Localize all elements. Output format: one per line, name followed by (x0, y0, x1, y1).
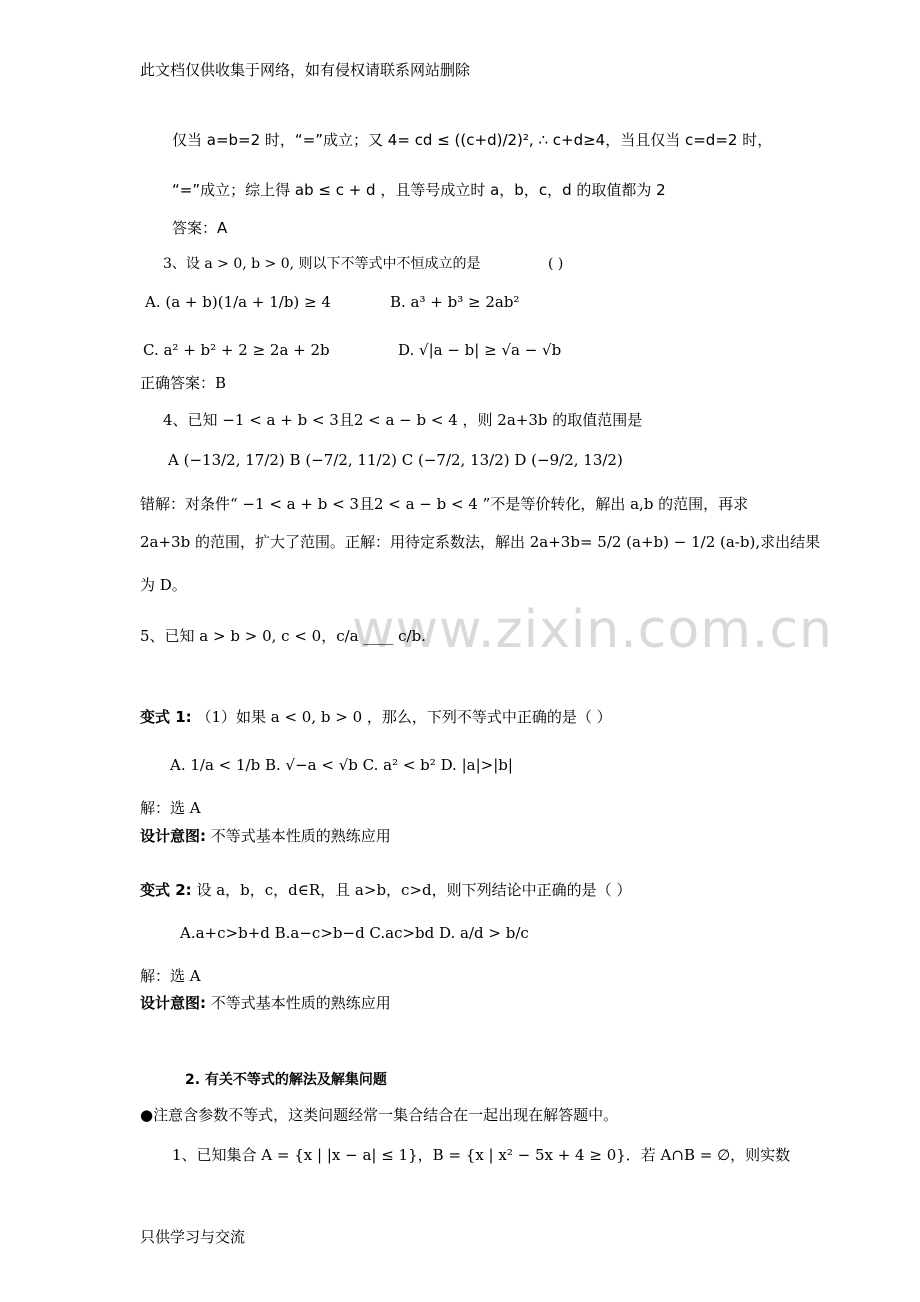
variant1-header: 变式 1: （1）如果 a < 0, b > 0 ，那么，下列不等式中正确的是（ ） (140, 708, 612, 726)
proof-line-1: 仅当 a=b=2 时，“=”成立；又 4= cd ≤ ((c+d)/2)², ∴ c+d≥4，当且仅当 c=d=2 时， (172, 131, 773, 149)
variant1-options: A. 1/a < 1/b B. √−a < √b C. a² < b² D. |a|>|b| (170, 756, 513, 774)
q4-wrong-2: 2a+3b 的范围，扩大了范围。正解：用待定系数法，解出 2a+3b= 5/2 (a+b) − 1/2 (a-b),求出结果 (140, 533, 821, 551)
q3-option-b: B. a³ + b³ ≥ 2ab² (390, 293, 520, 311)
q4-wrong-3: 为 D。 (140, 576, 187, 594)
page-footer: 只供学习与交流 (140, 1228, 246, 1246)
variant2-intent: 设计意图: 不等式基本性质的熟练应用 (140, 994, 391, 1012)
variant2-header: 变式 2: 设 a，b，c，d∈R，且 a>b，c>d，则下列结论中正确的是（ ） (140, 881, 632, 899)
q3-option-a: A. (a + b)(1/a + 1/b) ≥ 4 (145, 293, 331, 311)
variant2-options: A.a+c>b+d B.a−c>b−d C.ac>bd D. a/d > b/c (180, 924, 529, 942)
proof-line-2: “=”成立；综上得 ab ≤ c + d ，且等号成立时 a，b，c，d 的取值都为 2 (172, 181, 666, 199)
q3-stem: 3、设 a > 0, b > 0, 则以下不等式中不恒成立的是 (163, 256, 481, 272)
q4-stem: 4、已知 −1 < a + b < 3且2 < a − b < 4 ，则 2a+3b 的取值范围是 (163, 411, 643, 429)
q3-option-d: D. √|a − b| ≥ √a − √b (398, 341, 562, 359)
q5-stem: 5、已知 a > b > 0, c < 0，c/a ____ c/b. (140, 627, 426, 645)
q3-option-c: C. a² + b² + 2 ≥ 2a + 2b (143, 341, 330, 359)
section2-note: ●注意含参数不等式，这类问题经常一集合结合在一起出现在解答题中。 (140, 1106, 619, 1124)
section2-heading: 2. 有关不等式的解法及解集问题 (185, 1072, 387, 1088)
q3-paren: ( ) (548, 256, 564, 272)
variant2-solution: 解：选 A (140, 967, 201, 985)
watermark: www.zixin.com.cn (352, 600, 833, 660)
q3-answer: 正确答案：B (140, 374, 227, 392)
proof-answer: 答案：A (172, 219, 228, 237)
page-header: 此文档仅供收集于网络，如有侵权请联系网站删除 (140, 61, 471, 79)
variant1-solution: 解：选 A (140, 799, 201, 817)
variant1-intent: 设计意图: 不等式基本性质的熟练应用 (140, 827, 391, 845)
q4-options: A (−13/2, 17/2) B (−7/2, 11/2) C (−7/2, 13/2) D (−9/2, 13/2) (168, 451, 623, 469)
section2-q1: 1、已知集合 A = {x | |x − a| ≤ 1}，B = {x | x² − 5x + 4 ≥ 0}．若 A∩B = ∅，则实数 (172, 1146, 791, 1164)
q4-wrong-1: 错解：对条件“ −1 < a + b < 3且2 < a − b < 4 ”不是等价转化，解出 a,b 的范围，再求 (140, 495, 749, 513)
